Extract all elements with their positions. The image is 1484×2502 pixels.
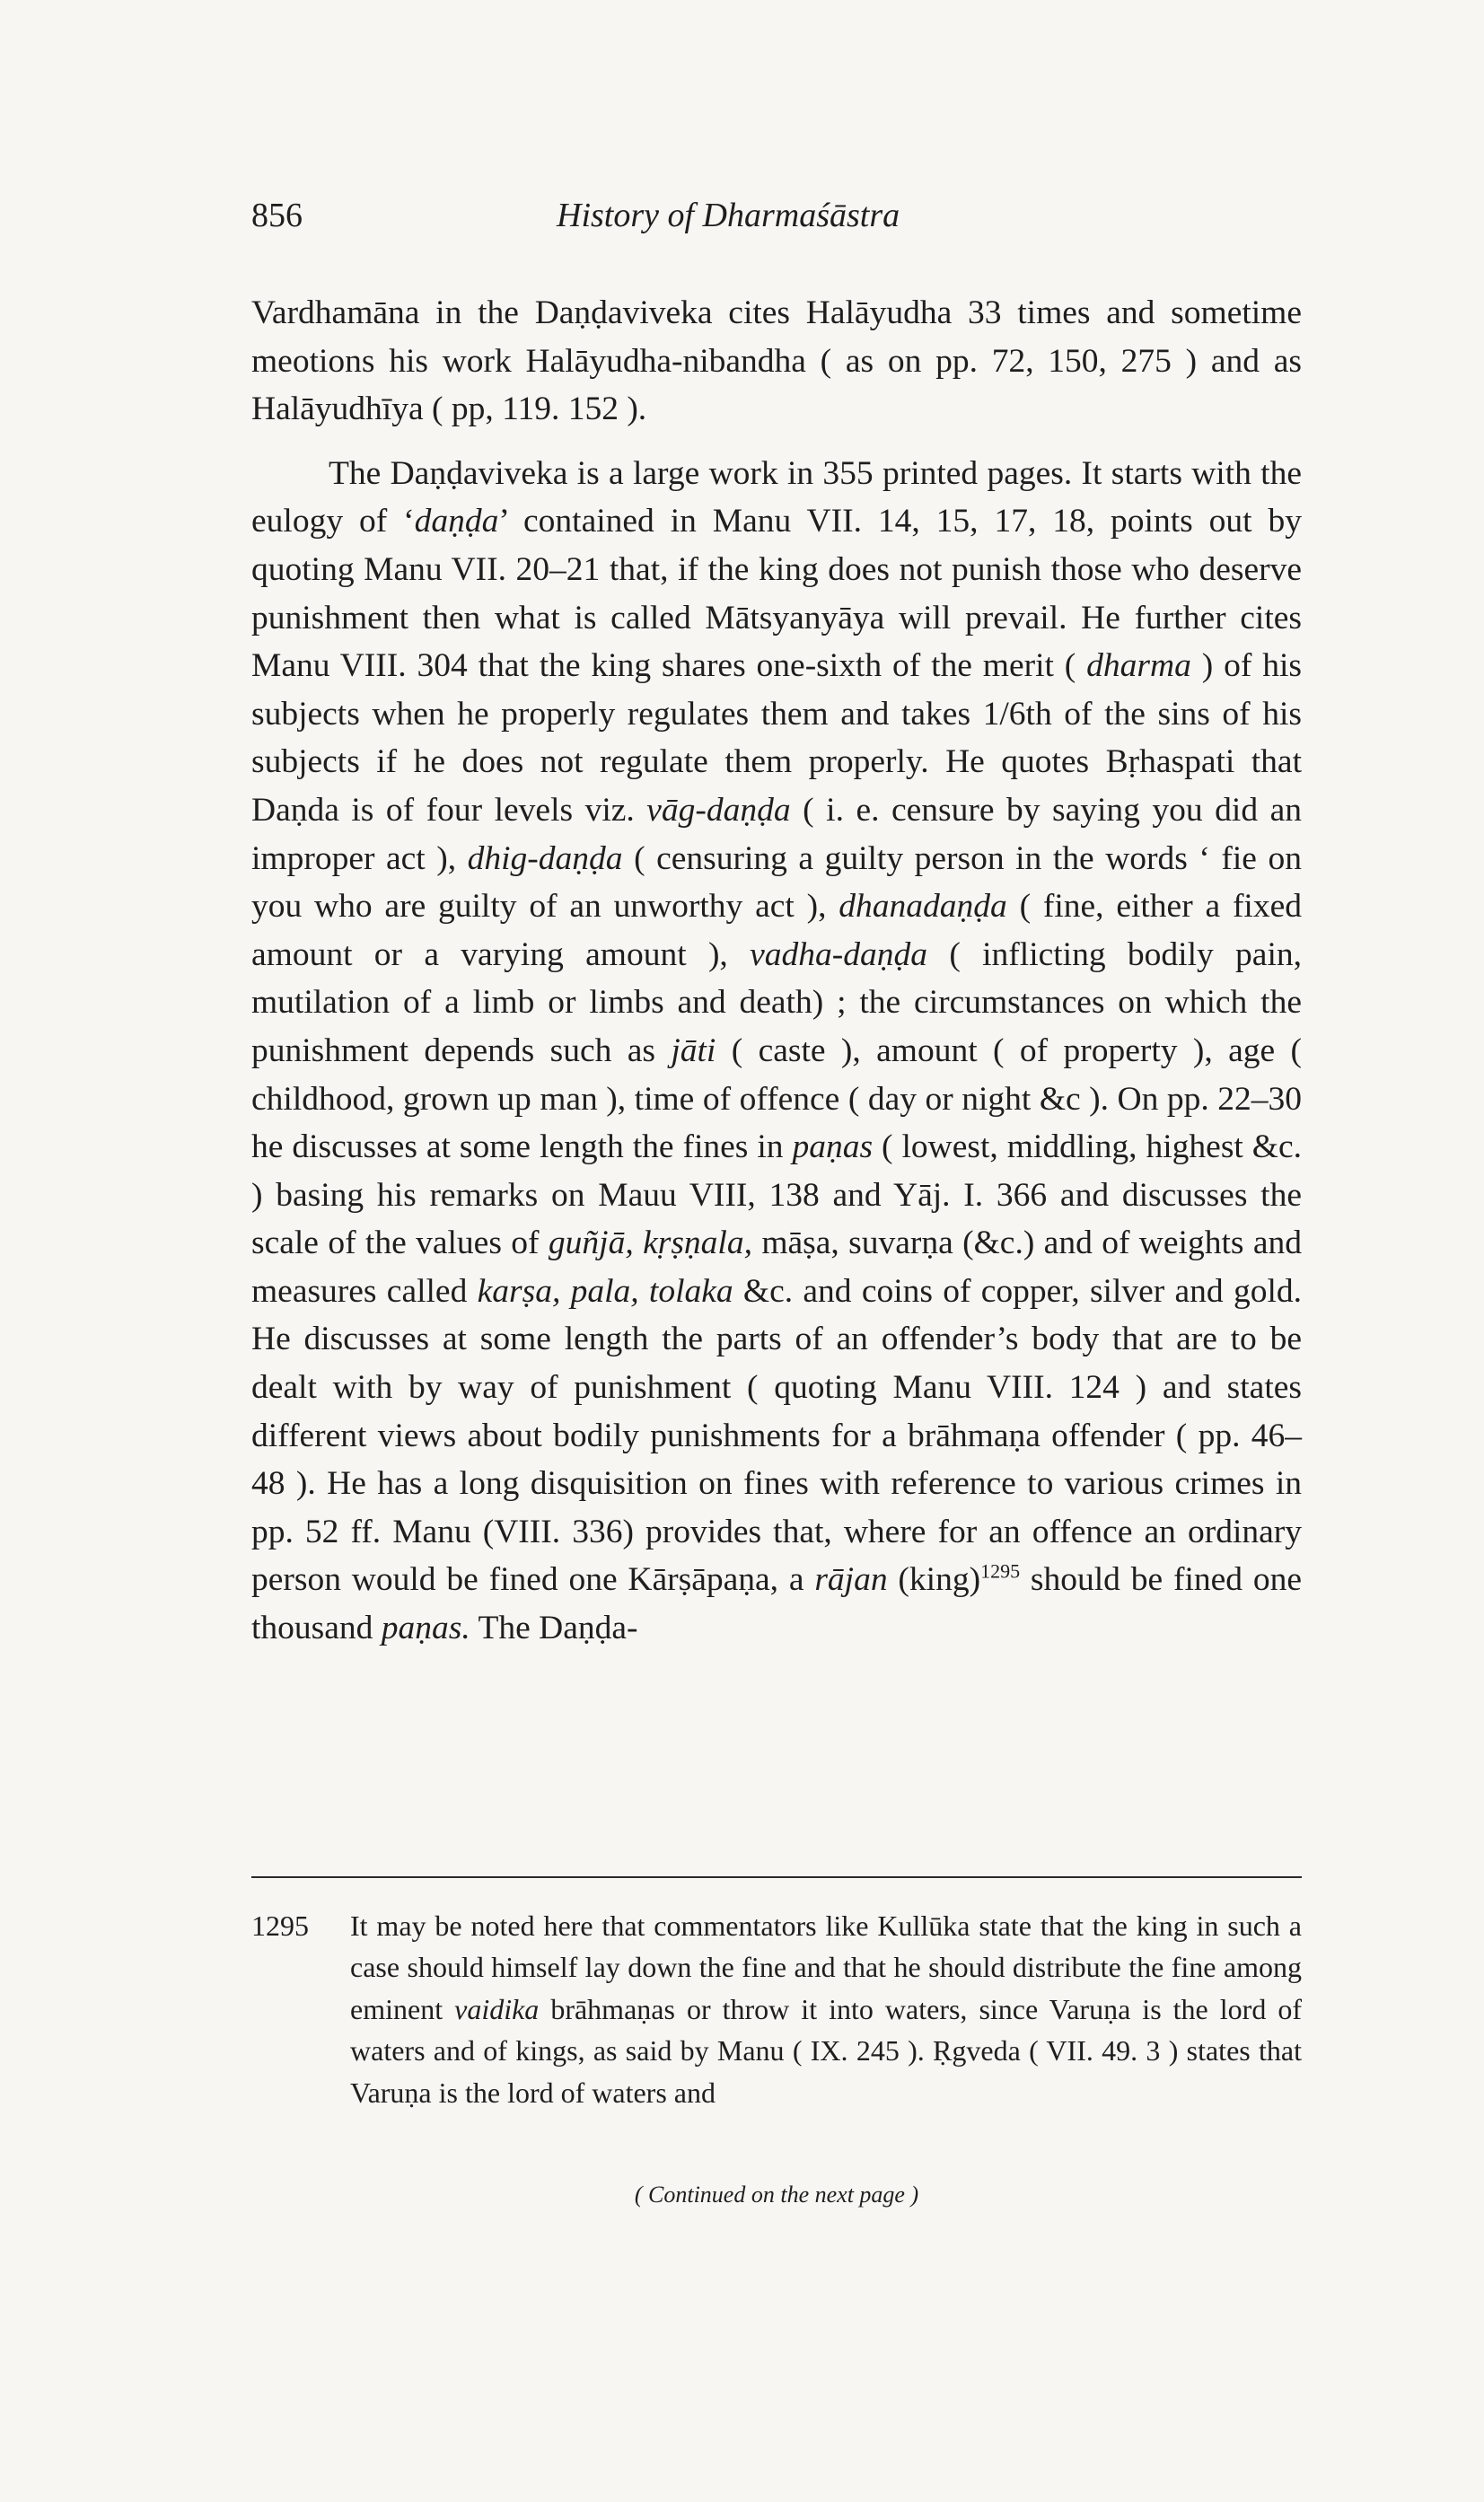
italic-term: dhig-daṇḍa (467, 839, 623, 877)
text-run: ( lowest, middling, highest &c. ) basing his remarks on Mauu VIII, 138 and Yāj. I. 366 and discusses the scale of the values of (251, 1128, 1302, 1262)
text-run: should be fined one thousand (251, 1561, 1302, 1647)
text-run: brāhmaṇas or throw it into waters, since Varuṇa is the lord of waters and of kings, as said by Manu ( IX. 245 ). Ṛgveda ( VII. 49. 3 ) states that Varuṇa is the lord of waters and (350, 1992, 1303, 2109)
text-run: ( i. e. censure by saying you did an improper act ), (251, 791, 1302, 877)
text-run: ( inflicting bodily pain, mutilation of a limb or limbs and death) ; the circumstances on which the punishment depends such as (251, 935, 1302, 1069)
text-run: (king) (887, 1561, 981, 1599)
italic-term: guñjā, kṛṣṇala, (548, 1225, 752, 1262)
text-run: ’ contained in Manu VII. 14, 15, 17, 18, points out by quoting Manu VII. 20–21 that, if the king does not punish those who deserve punishment then what is called Mātsyanyāya will prevail. He further cites Manu VIII. 304 that the king shares one-sixth of the merit ( (251, 503, 1302, 685)
footnote-text (350, 1905, 1302, 2113)
text-run: &c. and coins of copper, silver and gold. He discusses at some length the parts of an offender’s body that are to be dealt with by way of punishment ( quoting Manu VIII. 124 ) and states different views about bodily punishments for a brāhmaṇa offender ( pp. 46–48 ). He has a long disquisition on fines with reference to various crimes in pp. 52 ff. Manu (VIII. 336) provides that, where for an offence an ordinary person would be fined one Kārṣāpaṇa, a (251, 1272, 1303, 1599)
italic-term: paṇas. (381, 1610, 470, 1647)
page-header (251, 196, 1302, 259)
italic-term: rājan (814, 1561, 888, 1599)
footnote-rule (251, 1876, 1302, 1878)
italic-term: vaidika (454, 1992, 540, 2025)
italic-term: daṇḍa (414, 503, 499, 540)
page-number: 856 (251, 197, 303, 234)
italic-term: vadha-daṇḍa (750, 935, 928, 973)
continued-note: ( Continued on the next page ) (634, 2182, 919, 2208)
italic-term: jāti (671, 1032, 716, 1069)
italic-term: vāg-daṇḍa (646, 791, 791, 829)
text-run: The Daṇḍa- (470, 1610, 638, 1647)
paragraph (251, 450, 1302, 1653)
footnote (251, 1905, 1302, 2113)
text-run: ( fine, either a fixed amount or a varying amount ), (251, 888, 1302, 973)
text-run: māṣa, suvarṇa (&c.) and of weights and measures called (251, 1225, 1302, 1310)
italic-term: paṇas (792, 1128, 874, 1166)
italic-term: karṣa, pala, tolaka (477, 1272, 733, 1310)
body-text (251, 289, 1302, 1653)
text-run: ( caste ), amount ( of property ), age ( childhood, grown up man ), time of offence ( day or night &c ). On pp. 22–30 he discusses at some length the fines in (251, 1032, 1302, 1166)
italic-term: dhanadaṇḍa (839, 888, 1007, 926)
footnote-ref: 1295 (980, 1559, 1021, 1583)
footnote-number: 1295 (251, 1909, 309, 1942)
running-title: History of Dharmaśāstra (557, 197, 900, 234)
italic-term: dharma (1086, 647, 1191, 685)
text-run: ) of his subjects when he properly regulates them and takes 1/6th of the sins of his subjects if he does not regulate them properly. He quotes Bṛhaspati that Daṇda is of four levels viz. (251, 647, 1302, 829)
paragraph (251, 289, 1302, 434)
text-run: It may be noted here that commentators like Kullūka state that the king in such a case should himself lay down the fine and that he should distribute the fine among eminent (350, 1909, 1302, 2025)
text-run: The Daṇḍaviveka is a large work in 355 printed pages. It starts with the eulogy of ‘ (251, 454, 1302, 540)
text-run: Vardhamāna in the Daṇḍaviveka cites Halāyudha 33 times and sometime meotions his work Halāyudha-nibandha ( as on pp. 72, 150, 275 ) and as Halāyudhīya ( pp, 119. 152 ). (251, 294, 1302, 428)
text-run: ( censuring a guilty person in the words ‘ fie on you who are guilty of an unworthy act ), (251, 839, 1302, 926)
